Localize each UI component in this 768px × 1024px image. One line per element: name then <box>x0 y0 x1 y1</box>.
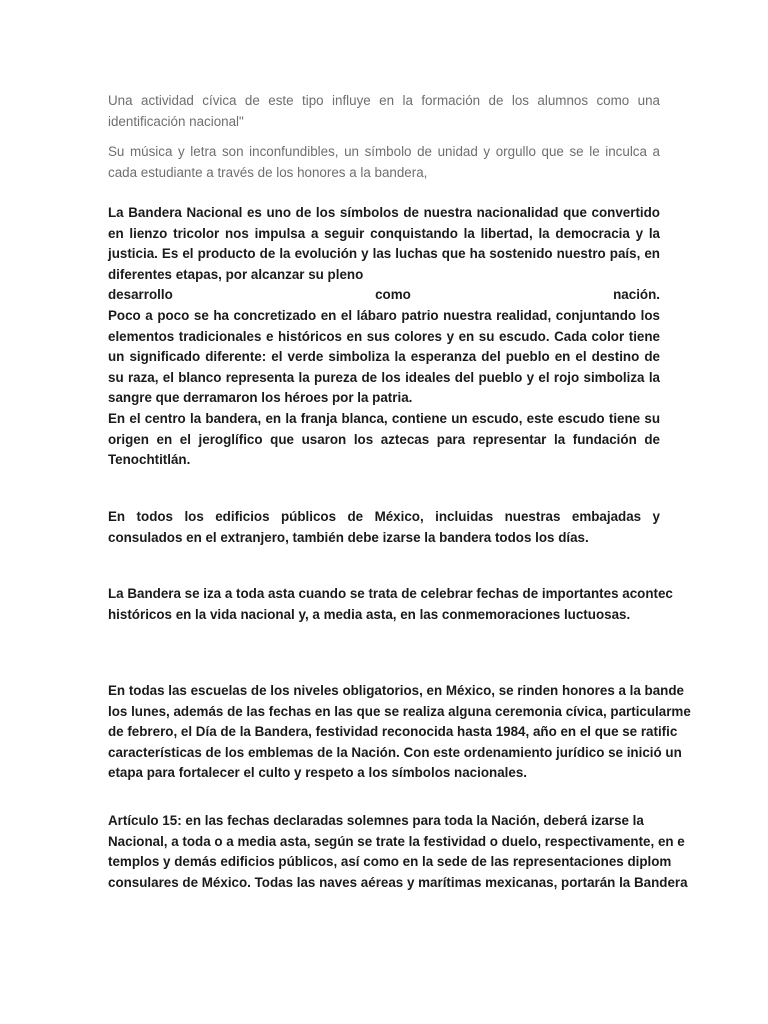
bandera-paragraph <box>108 203 660 471</box>
intro-paragraph-1: Una actividad cívica de este tipo influye en la formación de los alumnos como una identificación nacional" <box>108 93 660 129</box>
bandera-paragraph-part-3: En el centro la bandera, en la franja blanca, contiene un escudo, este escudo tiene su origen en el jeroglífico que usaron los aztecas para representar la fundación de Tenochtitlán. <box>108 410 660 468</box>
escuelas-line-3: de febrero, el Día de la Bandera, festividad reconocida hasta 1984, año en el que se ratific <box>108 724 678 740</box>
spread-word-como: como <box>375 287 411 303</box>
articulo-line-1: Artículo 15: en las fechas declaradas solemnes para toda la Nación, deberá izarse la <box>108 813 644 828</box>
intro-paragraph-2: Su música y letra son inconfundibles, un símbolo de unidad y orgullo que se le inculca a cada estudiante a través de los honores a la bandera, <box>108 144 660 180</box>
escuelas-line-5: etapa para fortalecer el culto y respeto a los símbolos nacionales. <box>108 765 527 781</box>
spread-word-desarrollo: desarrollo <box>108 287 173 303</box>
asta-paragraph <box>108 584 768 625</box>
articulo-line-3: templos y demás edificios públicos, así como en la sede de las representaciones diplom <box>108 854 672 870</box>
bandera-paragraph-part-1: La Bandera Nacional es uno de los símbolos de nuestra nacionalidad que convertido en lienzo tricolor nos impulsa a seguir conquistando la libertad, la democracia y la justicia. Es el producto de la evolución y las luchas que ha sostenido nuestro país, en diferentes etapas, por alcanzar su pleno <box>108 205 660 282</box>
asta-line-2: históricos en la vida nacional y, a media asta, en las conmemoraciones luctuosas. <box>108 606 631 622</box>
articulo-line-2: Nacional, a toda o a media asta, según se trate la festividad o duelo, respectivamente, en e <box>108 833 685 849</box>
edificios-paragraph: En todos los edificios públicos de México, incluidas nuestras embajadas y consulados en el extranjero, también debe izarse la bandera todos los días. <box>108 509 660 545</box>
articulo-line-4: consulares de México. Todas las naves aéreas y marítimas mexicanas, portarán la Bandera <box>108 874 688 890</box>
escuelas-line-1: En todas las escuelas de los niveles obligatorios, en México, se rinden honores a la bande <box>108 683 684 698</box>
escuelas-line-4: características de los emblemas de la Nación. Con este ordenamiento jurídico se inició un <box>108 744 682 760</box>
escuelas-paragraph <box>108 681 768 784</box>
escuelas-line-2: los lunes, además de las fechas en las que se realiza alguna ceremonia cívica, particularme <box>108 703 691 719</box>
spread-word-nacion: nación. <box>613 287 660 303</box>
articulo-paragraph <box>108 811 768 893</box>
bandera-spread-line <box>108 285 660 306</box>
bandera-paragraph-part-2: Poco a poco se ha concretizado en el lábaro patrio nuestra realidad, conjuntando los elementos tradicionales e históricos en sus colores y en su escudo. Cada color tiene un significado diferente: el verde simboliza la esperanza del pueblo en el destino de su raza, el blanco representa la pureza de los ideales del pueblo y el rojo simboliza la sangre que derramaron los héroes por la patria. <box>108 307 660 406</box>
asta-line-1: La Bandera se iza a toda asta cuando se trata de celebrar fechas de importantes acontec <box>108 586 673 601</box>
